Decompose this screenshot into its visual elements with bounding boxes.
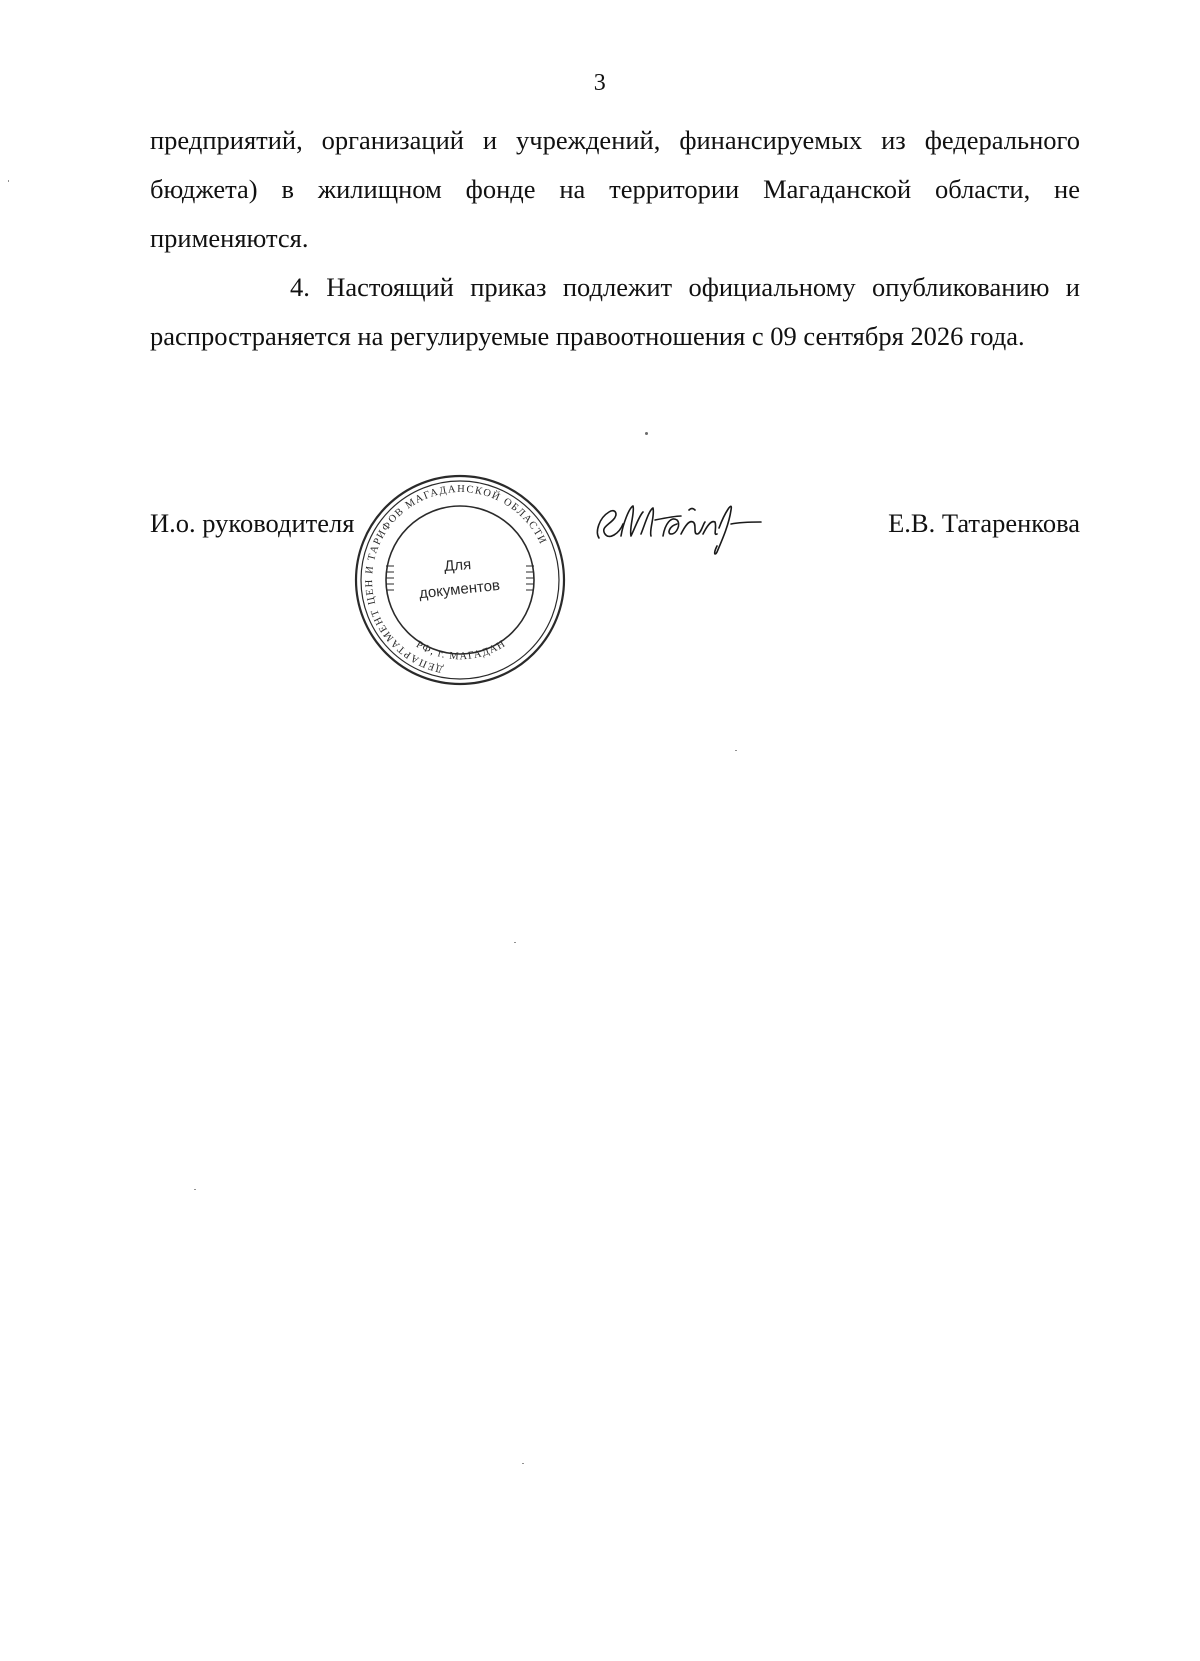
position-title: И.о. руководителя bbox=[150, 508, 355, 538]
scan-speck bbox=[194, 1189, 196, 1190]
paragraph-continuation bbox=[150, 116, 1080, 263]
text-line: бюджета) в жилищном фонде на территории Магаданской области, не bbox=[150, 174, 1080, 204]
text-line: предприятий, организаций и учреждений, финансируемых из федерального bbox=[150, 125, 1080, 155]
paragraph-4 bbox=[150, 263, 1080, 361]
signer-name: Е.В. Татаренкова bbox=[888, 508, 1080, 538]
scan-speck bbox=[645, 432, 648, 435]
stamp-bottom-text: РФ, г. МАГАДАН bbox=[413, 638, 509, 663]
handwritten-signature bbox=[585, 494, 765, 564]
scan-speck bbox=[8, 180, 9, 182]
page-number: 3 bbox=[593, 70, 607, 96]
text-line: 4. Настоящий приказ подлежит официальному опубликованию и bbox=[290, 272, 1080, 302]
stamp-center-line-1: Для bbox=[443, 556, 472, 575]
document-body bbox=[150, 116, 1080, 361]
stamp-center-line-2: документов bbox=[418, 576, 501, 603]
scan-speck bbox=[522, 1463, 524, 1464]
text-line: применяются. bbox=[150, 223, 309, 253]
scan-speck bbox=[735, 750, 737, 751]
text-line: распространяется на регулируемые правоотношения с 09 сентября 2026 года. bbox=[150, 321, 1025, 351]
scan-speck bbox=[514, 942, 516, 943]
stamp-outer-text: ДЕПАРТАМЕНТ ЦЕН И ТАРИФОВ МАГАДАНСКОЙ ОБЛАСТИ bbox=[363, 483, 549, 675]
official-stamp bbox=[350, 470, 570, 690]
